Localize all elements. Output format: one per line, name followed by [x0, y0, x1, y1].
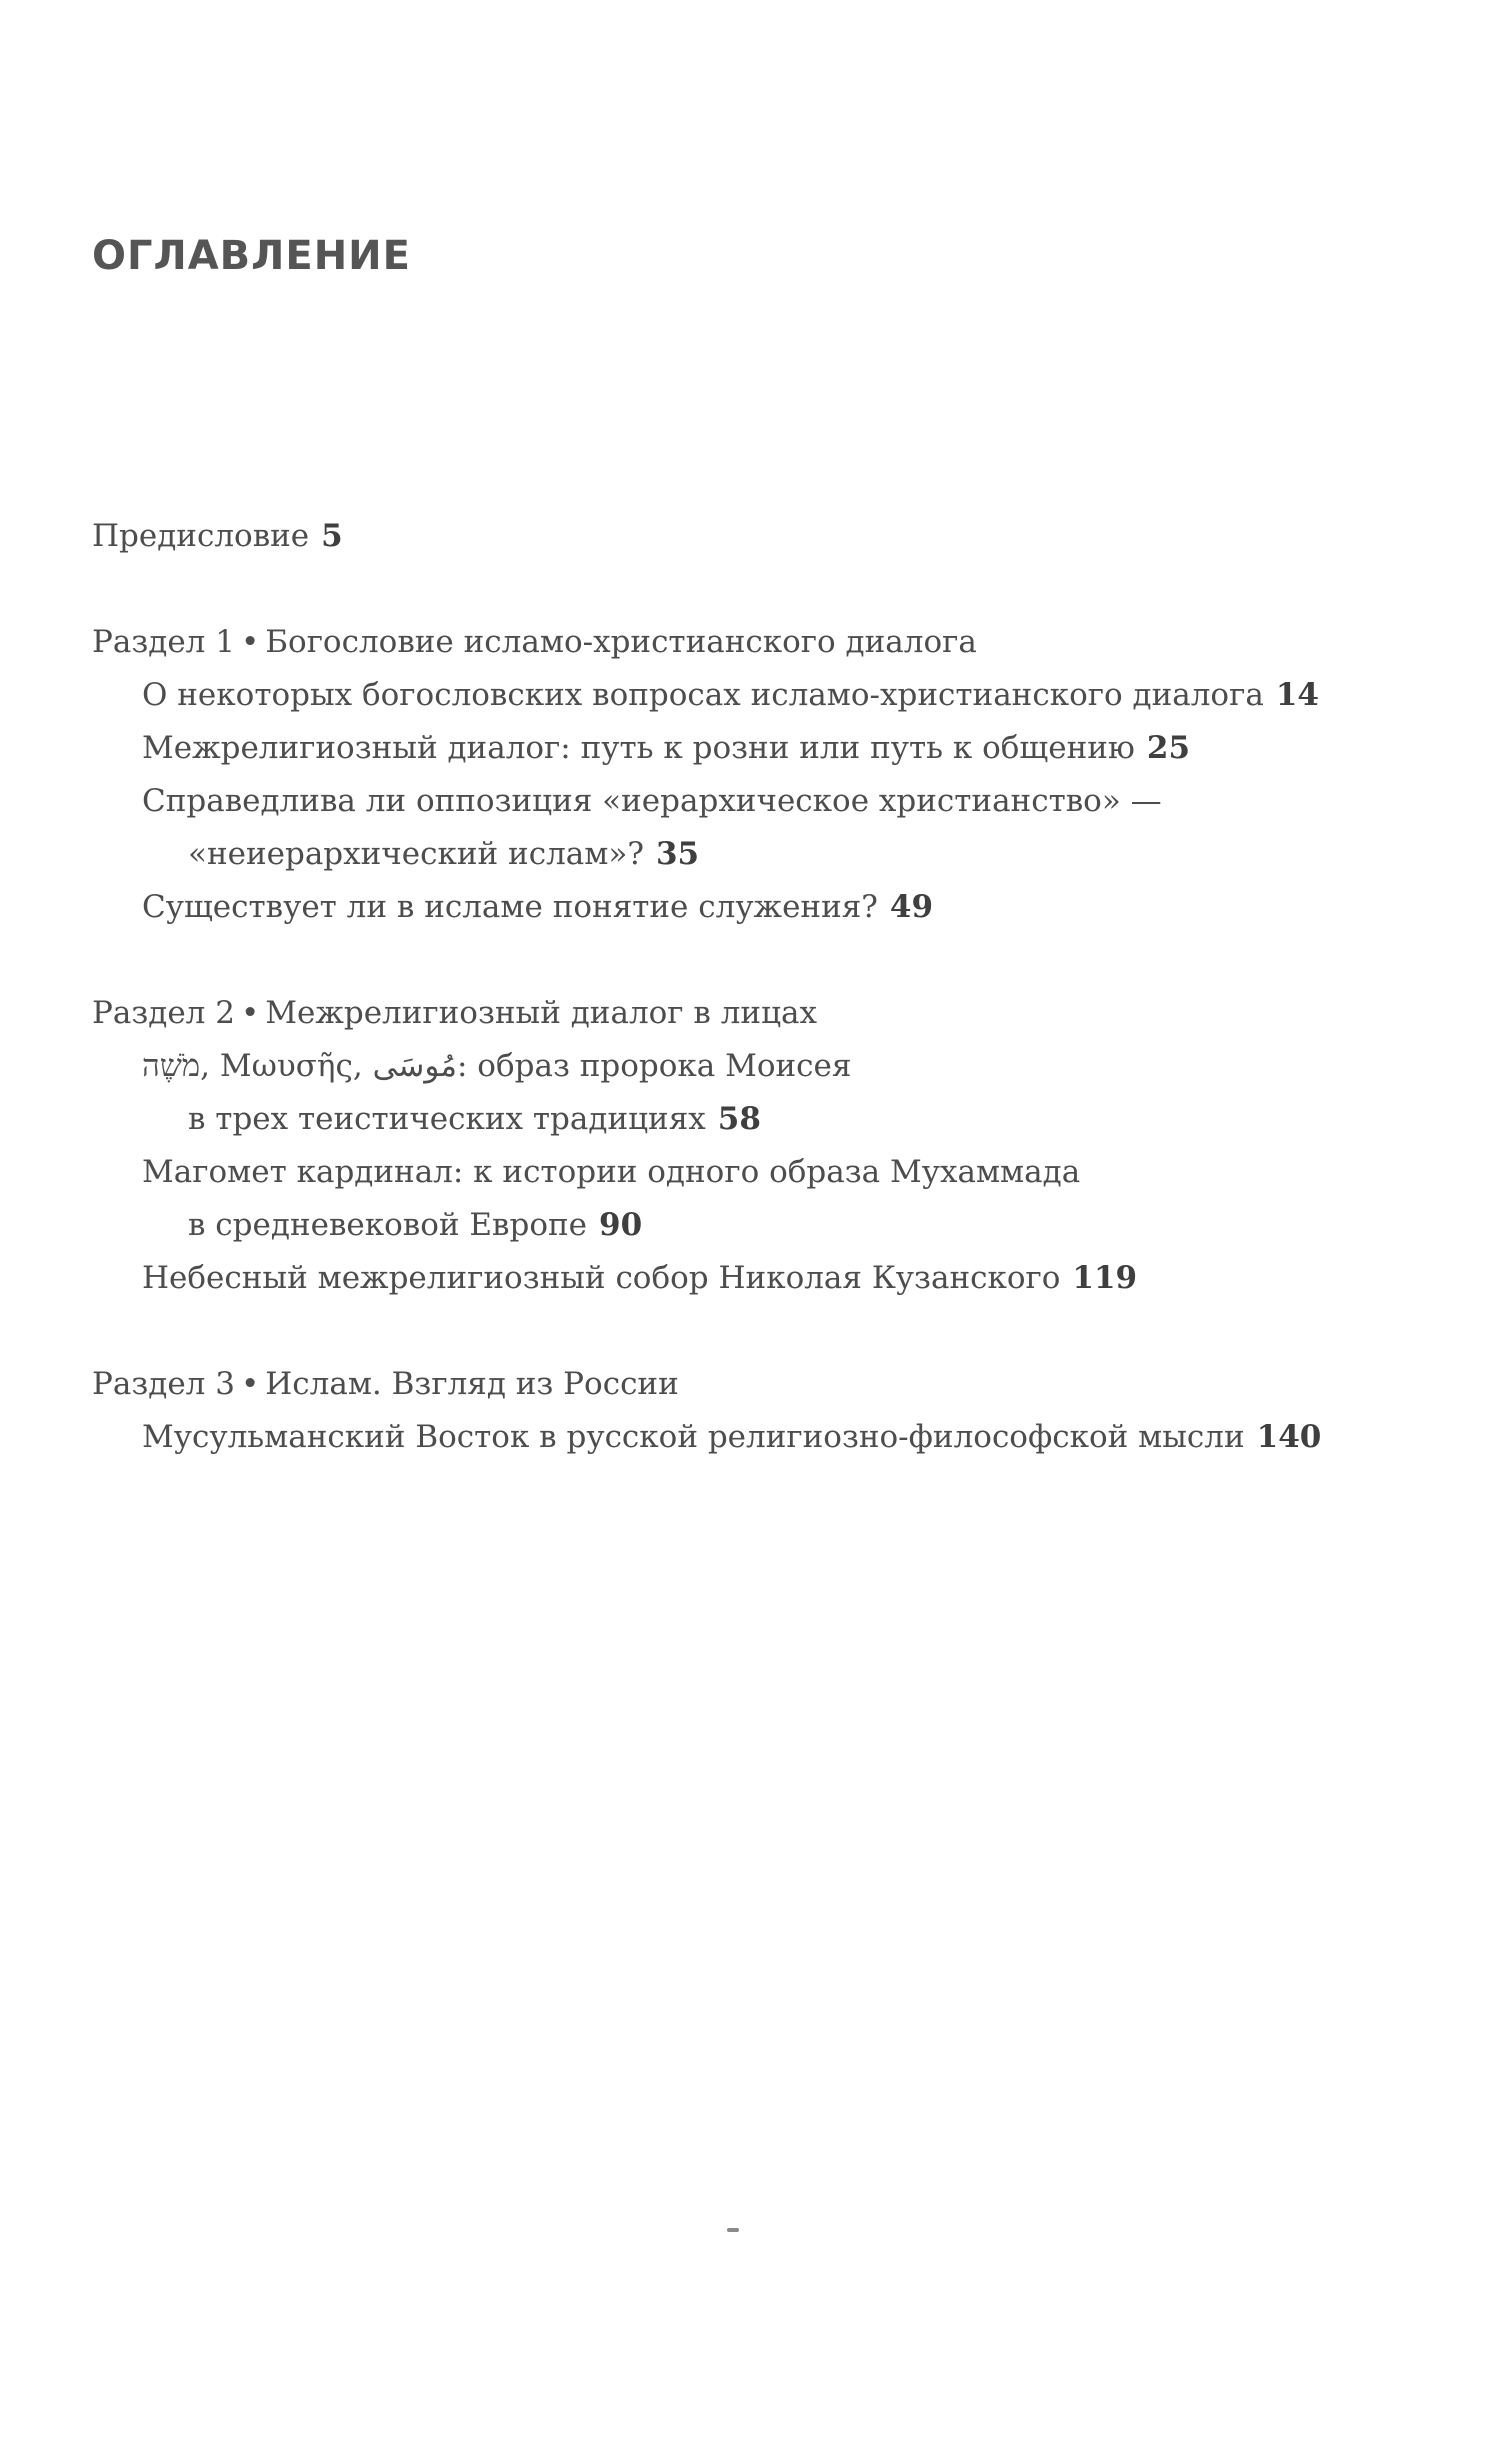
toc-entry-title: : образ пророка Моисея [457, 1048, 852, 1084]
bullet-separator: • [240, 995, 260, 1031]
toc-section-3 [92, 1358, 1472, 1464]
comma-separator: , [200, 1048, 220, 1084]
hebrew-name: מֹשֶׁה [142, 1048, 201, 1084]
toc-entry [92, 510, 1472, 563]
page-title: ОГЛАВЛЕНИЕ [92, 233, 411, 279]
arabic-name: مُوسَى [372, 1048, 457, 1084]
section-heading [92, 987, 1472, 1040]
toc-entry [92, 1411, 1472, 1464]
bullet-separator: • [240, 624, 260, 660]
bullet-separator: • [240, 1366, 260, 1402]
toc-entry [92, 722, 1472, 775]
toc-entry [92, 1252, 1472, 1305]
toc-entry-continuation [92, 1199, 1472, 1252]
section-title: Межрелигиозный диалог в лицах [265, 995, 817, 1031]
toc-section-2 [92, 987, 1472, 1305]
toc-entry-title-continued: в трех теистических традициях [188, 1101, 706, 1137]
toc-entry-continuation [92, 1093, 1472, 1146]
toc-entry-title: Межрелигиозный диалог: путь к розни или путь к общению [142, 730, 1135, 766]
toc-page-number: 25 [1146, 730, 1191, 766]
toc-page-number: 140 [1256, 1419, 1322, 1455]
toc-preface [92, 510, 1472, 563]
toc-entry-title: Мусульманский Восток в русской религиозно-философской мысли [142, 1419, 1245, 1455]
toc-entry [92, 1040, 1472, 1093]
toc-entry-title: Небесный межрелигиозный собор Николая Кузанского [142, 1260, 1061, 1296]
section-label: Раздел 1 [92, 624, 235, 660]
toc-entry [92, 881, 1472, 934]
toc-entry-title: О некоторых богословских вопросах исламо-христианского диалога [142, 677, 1264, 713]
toc-entry-title: Существует ли в исламе понятие служения? [142, 889, 878, 925]
section-title: Ислам. Взгляд из России [265, 1366, 679, 1402]
toc-entry-title: Магомет кардинал: к истории одного образа Мухаммада [142, 1154, 1081, 1190]
toc-page-number: 90 [599, 1207, 643, 1243]
section-label: Раздел 2 [92, 995, 235, 1031]
toc-entry-title-continued: в средневековой Европе [188, 1207, 588, 1243]
toc-entry-title-continued: «неиерархический ислам»? [188, 836, 644, 872]
table-of-contents [92, 510, 1472, 1517]
comma-separator: , [352, 1048, 373, 1084]
toc-page-number: 14 [1275, 677, 1319, 713]
toc-page-number: 5 [321, 518, 343, 554]
section-heading [92, 616, 1472, 669]
toc-entry-continuation [92, 828, 1472, 881]
toc-page-number: 119 [1072, 1260, 1138, 1296]
toc-entry-title: Справедлива ли оппозиция «иерархическое христианство» — [142, 783, 1162, 819]
toc-entry [92, 1146, 1472, 1199]
toc-section-1 [92, 616, 1472, 934]
section-heading [92, 1358, 1472, 1411]
section-label: Раздел 3 [92, 1366, 235, 1402]
paper-speck [727, 2228, 739, 2232]
toc-page-number: 49 [889, 889, 934, 925]
toc-entry-title: Предисловие [92, 518, 310, 554]
toc-entry [92, 775, 1472, 828]
toc-page-number: 35 [655, 836, 700, 872]
section-title: Богословие исламо-христианского диалога [265, 624, 977, 660]
toc-page-number: 58 [717, 1101, 761, 1137]
toc-entry [92, 669, 1472, 722]
greek-name: Μωυσῆς [219, 1048, 353, 1084]
